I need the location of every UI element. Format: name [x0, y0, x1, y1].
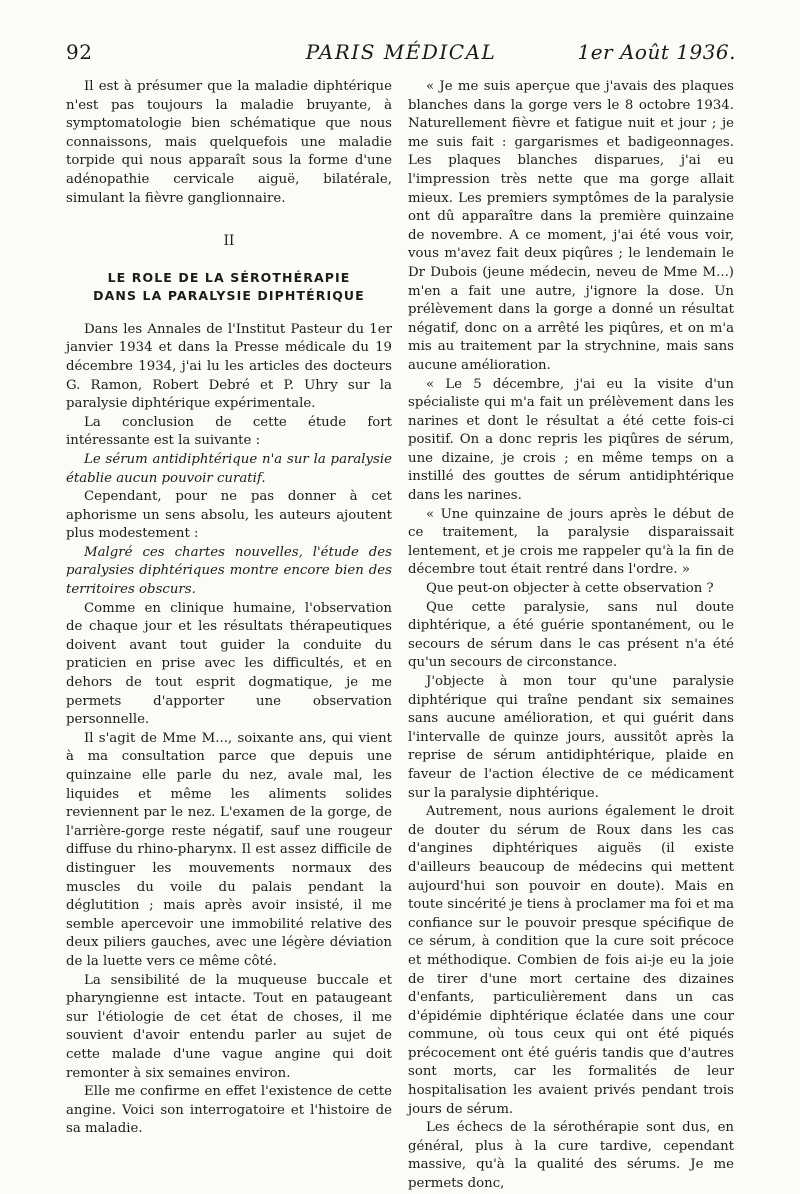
paragraph: Dans les Annales de l'Institut Pasteur du 1er janvier 1934 et dans la Presse médicale du 19 décembre 1934, j'ai lu les articles des docteurs G. Ramon, Robert Debré et P. Uhry sur la paralysie diphtérique expérimentale. — [66, 321, 392, 412]
paragraph: La sensibilité de la muqueuse buccale et pharyngienne est intacte. Tout en pataugeant sur l'étiologie de cet état de choses, il me souvient d'avoir entendu parler au sujet de cette malade d'une vague angine qui doit remonter à six semaines environ. — [66, 972, 392, 1081]
section-title-line: LE ROLE DE LA SÉROTHÉRAPIE — [107, 269, 351, 285]
paragraph: Il s'agit de Mme M..., soixante ans, qui vient à ma consultation parce que depuis une quinzaine elle parle du nez, avale mal, les liquides et même les aliments solides reviennent par le nez. L'examen de la gorge, de l'arrière-gorge reste négatif, sauf une rougeur diffuse du rhino-pharynx. Il est assez difficile de distinguer les mouvements normaux des muscles du voile du palais pendant la déglutition ; mais après avoir insisté, il me semble apercevoir une immobilité relative des deux piliers gauches, avec une légère déviation de la luette vers ce même côté. — [66, 730, 392, 969]
paragraph: Que peut-on objecter à cette observation ? — [426, 581, 714, 597]
paragraph: « Une quinzaine de jours après le début de ce traitement, la paralysie disparaissait lentement, et je crois me rappeler qu'à la fin de décembre tout était rentré dans l'ordre. » — [408, 506, 734, 578]
paragraph: Il est à présumer que la maladie diphtérique n'est pas toujours la maladie bruyante, à symptomatologie bien schématique que nous connaissons, mais quelquefois une maladie torpide qui nous apparaît sous la forme d'une adénopathie cervicale aiguë, bilatérale, simulant la fièvre ganglionnaire. — [66, 79, 392, 206]
paragraph: La conclusion de cette étude fort intéressante est la suivante : — [66, 414, 392, 449]
paragraph: « Le 5 décembre, j'ai eu la visite d'un spécialiste qui m'a fait un prélèvement dans les narines et dont le résultat a été cette fois-ci positif. On a donc repris les piqûres de sérum, une dizaine, je crois ; en même temps on a instillé des gouttes de sérum antidiphtérique dans les narines. — [408, 376, 734, 504]
quotation: Malgré ces chartes nouvelles, l'étude des paralysies diphtériques montre encore bien des territoires obscurs. — [66, 544, 392, 598]
running-header — [66, 40, 736, 66]
quotation: Le sérum antidiphtérique n'a sur la paralysie établie aucun pouvoir curatif. — [66, 451, 392, 486]
section-number: II — [223, 233, 235, 250]
paragraph: Que cette paralysie, sans nul doute diphtérique, a été guérie spontanément, ou le secours de sérum dans le cas présent n'a été qu'un secours de circonstance. — [408, 599, 734, 671]
paragraph: Elle me confirme en effet l'existence de cette angine. Voici son interrogatoire et l'histoire de sa maladie. — [66, 1084, 392, 1137]
paragraph: Les échecs de la sérothérapie sont dus, en général, plus à la cure tardive, cependant massive, qu'à la qualité des sérums. Je me permets donc, — [408, 1120, 734, 1192]
paragraph: J'objecte à mon tour qu'une paralysie diphtérique qui traîne pendant six semaines sans aucune amélioration, et qui guérit dans l'intervalle de quinze jours, aussitôt après la reprise de sérum antidiphtérique, plaide en faveur de l'action élective de ce médicament sur la paralysie diphtérique. — [408, 674, 734, 801]
right-column — [408, 78, 734, 1194]
paragraph: « Je me suis aperçue que j'avais des plaques blanches dans la gorge vers le 8 octobre 1934. Naturellement fièvre et fatigue nuit et jour ; je me suis fait : gargarismes et badigeonnages. Les plaques blanches disparues, j'ai eu l'impression très nette que ma gorge allait mieux. Les premiers symptômes de la paralysie ont dû apparaître dans la première quinzaine de novembre. A ce moment, j'ai été vous voir, vous m'avez fait deux piqûres ; le lendemain le Dr Dubois (jeune médecin, neveu de Mme M...) m'en a fait une autre, j'ignore la dose. Un prélèvement dans la gorge a donné un résultat négatif, donc on a arrêté les piqûres, et on m'a mis au traitement par la strychnine, mais sans aucune amélioration. — [408, 79, 734, 373]
issue-date: 1er Août 1936. — [577, 40, 736, 64]
paragraph: Cependant, pour ne pas donner à cet aphorisme un sens absolu, les auteurs ajoutent plus modestement : — [66, 489, 392, 542]
page-number: 92 — [66, 40, 93, 64]
section-title-line: DANS LA PARALYSIE DIPHTÉRIQUE — [93, 287, 365, 303]
paragraph: Comme en clinique humaine, l'observation de chaque jour et les résultats thérapeutiques doivent avant tout guider la conduite du praticien en prise avec les difficultés, et en dehors de tout esprit dogmatique, je me permets d'apporter une observation personnelle. — [66, 600, 392, 728]
section-title — [66, 269, 392, 305]
left-column — [66, 78, 392, 1139]
journal-title: PARIS MÉDICAL — [305, 40, 497, 64]
paragraph: Autrement, nous aurions également le droit de douter du sérum de Roux dans les cas d'angines diphtériques aiguës (il existe d'ailleurs beaucoup de médecins qui mettent aujourd'hui son pouvoir en doute). Mais en toute sincérité je tiens à proclamer ma foi et ma confiance sur le pouvoir presque spécifique de ce sérum, à condition que la cure soit précoce et méthodique. Combien de fois ai-je eu la joie de tirer d'une mort certaine des dizaines d'enfants, particulièrement dans un cas d'épidémie diphtérique éclatée dans une cour commune, où tous ceux qui ont été piqués précocement ont été guéris tandis que d'autres sont morts, car les formalités de leur hospitalisation les avaient privés pendant trois jours de sérum. — [408, 804, 734, 1117]
